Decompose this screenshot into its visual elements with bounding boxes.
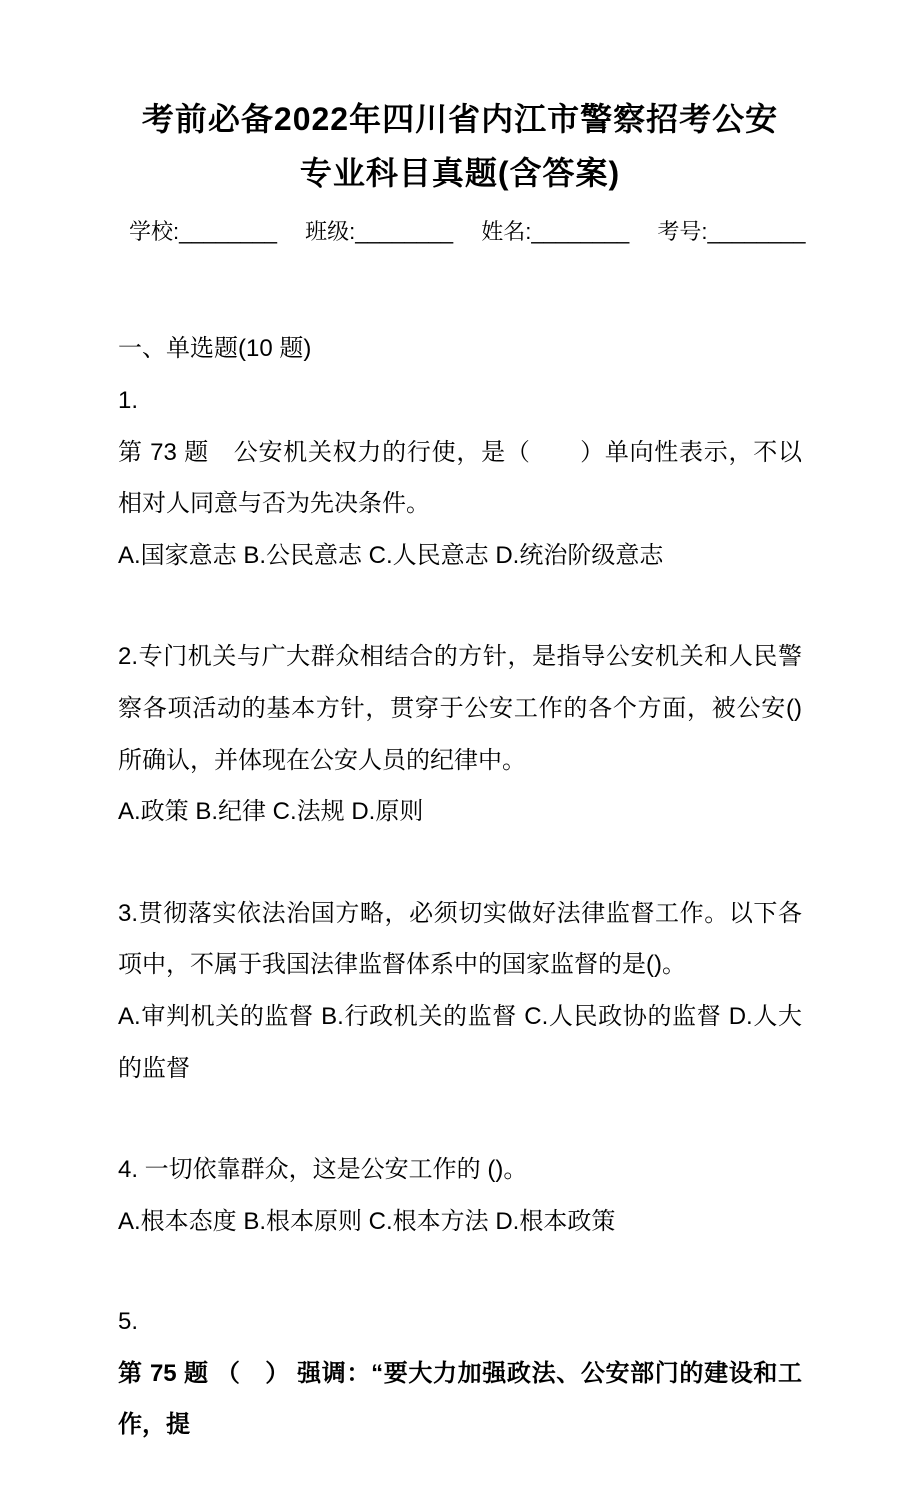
meta-line: [118, 215, 806, 246]
school-label: 学校:: [129, 218, 180, 244]
school-field: [129, 219, 277, 244]
name-field: [481, 219, 629, 244]
name-label: 姓名:: [481, 218, 532, 244]
exam-no-blank: ________: [707, 218, 806, 244]
question-4-stem: 4. 一切依靠群众，这是公安工作的 ()。: [118, 1156, 528, 1184]
question-1: [118, 376, 802, 581]
question-5-stem: 第 75 题 （ ） 强调：“要大力加强政法、公安部门的建设和工作，提: [118, 1359, 802, 1439]
document-title: 考前必备2022年四川省内江市警察招考公安专业科目真题(含答案): [141, 101, 779, 192]
question-2: [118, 631, 802, 837]
exam-no-label: 考号:: [657, 218, 708, 244]
section-heading: 一、单选题(10 题): [118, 334, 312, 362]
school-blank: ________: [179, 218, 278, 244]
question-5-number: 5.: [118, 1308, 139, 1336]
name-blank: ________: [531, 218, 630, 244]
question-3: [118, 888, 802, 1094]
class-field: [305, 219, 453, 244]
question-2-options: A.政策 B.纪律 C.法规 D.原则: [118, 798, 424, 826]
question-4: [118, 1144, 802, 1247]
question-3-stem: 3.贯彻落实依法治国方略，必须切实做好法律监督工作。以下各项中，不属于我国法律监督体系中的国家监督的是()。: [118, 899, 802, 979]
question-5: [118, 1297, 802, 1451]
question-2-stem: 2.专门机关与广大群众相结合的方针，是指导公安机关和人民警察各项活动的基本方针，贯穿于公安工作的各个方面，被公安()所确认，并体现在公安人员的纪律中。: [118, 643, 802, 774]
question-1-number: 1.: [118, 387, 139, 415]
class-label: 班级:: [305, 218, 356, 244]
single-choice-section: [118, 324, 802, 1451]
class-blank: ________: [355, 218, 454, 244]
question-1-options: A.国家意志 B.公民意志 C.人民意志 D.统治阶级意志: [118, 541, 664, 569]
question-1-stem: 第 73 题 公安机关权力的行使，是（ ）单向性表示，不以相对人同意与否为先决条件。: [118, 438, 802, 518]
exam-no-field: [657, 219, 805, 244]
question-3-options: A.审判机关的监督 B.行政机关的监督 C.人民政协的监督 D.人大的监督: [118, 1002, 802, 1082]
question-4-options: A.根本态度 B.根本原则 C.根本方法 D.根本政策: [118, 1207, 616, 1235]
